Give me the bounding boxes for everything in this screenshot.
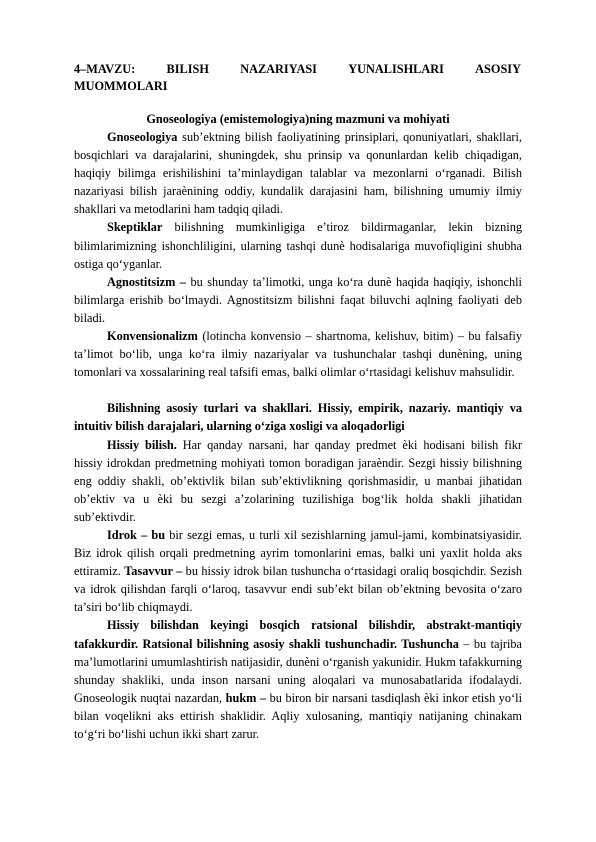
term: Konvensionalizm — [107, 329, 198, 344]
term: Idrok – bu — [107, 527, 166, 542]
paragraph-text: bir sezgi emas, u turli xil sezishlarning jamul-jami, kombinatsiyasidir. Biz idrok qilish orqali predmetning ayrim tomonlarini emas, balki uni yaxlit holda aks ettiramiz. — [74, 527, 522, 579]
paragraph-text: (lotincha konvensio – shartnoma, kelishuv, bitim) – bu falsafiy ta’limot bo‘lib, unga ko‘ra ilmiy nazariyalar va tushunchalar tashqi dunѐning, uning tomonlari va xossalarining real tafsifi emas, balki olimlar o‘rtasidagi kelishuv mahsulidir. — [74, 329, 522, 380]
paragraph-konvensionalizm — [74, 327, 522, 381]
term: Tasavvur – — [124, 564, 183, 579]
term: Skeptiklar — [107, 220, 163, 235]
paragraph-text: sub’ektning bilish faoliyatining prinsiplari, qonuniyatlari, shakllari, bosqichlari va darajalarini, shuningdek, shu prinsip va qonunlardan kelib chiqadigan, haqiqiy bilimga erishilishini ta’minlaydigan talablar va mezonlarni o‘rganadi. Bilish nazariyasi bilish jaraѐnining oddiy, kundalik darajasini ham, bilishning umumiy ilmiy shakllari va metodlarini ham tadqiq qiladi. — [74, 130, 522, 217]
term: hukm – — [225, 690, 267, 705]
term: Hissiy bilishdan keyingi bosqich ratsional bilishdir, abstrakt-mantiqiy tafakkurdir. Ratsional bilishning asosiy shakli tushunchadir. Tushuncha — [74, 618, 522, 651]
paragraph-text: bu shunday ta’limotki, unga ko‘ra dunѐ haqida haqiqiy, ishonchli bilimlarga erishib bo‘lmaydi. Agnostitsizm bilishni faqat biluvchi aqlning faoliyati deb biladi. — [74, 274, 522, 325]
paragraph-idrok — [74, 526, 522, 616]
paragraph-text: bu hissiy idrok bilan tushuncha o‘rtasidagi oraliq bosqichdir. Sezish va idrok qilishdan farqli o‘laroq, tasavvur endi sub’ekt bilan ob’ektning bevosita o‘zaro ta’siri bo‘lib chiqmaydi. — [74, 564, 523, 615]
heading-word: BILISH — [166, 62, 209, 76]
paragraph-agnostitsizm — [74, 273, 522, 327]
paragraph-text: – bu tajriba ma’lumotlarini umumlashtirish natijasidir, dunѐni o‘rganish yakunidir. Hukm tafakkurning shunday shakliki, unda inson narsani uning aloqalari va munosabatlarida ifodalaydi. Gnoseologik nuqtai nazardan, — [74, 636, 522, 705]
paragraph-text: Har qanday narsani, har qanday predmet ѐki hodisani bilish fikr hissiy idrokdan predmetning mohiyati tomon boradigan jaraѐndir. Sezgi hissiy bilishning eng oddiy shakli, ob’ektivlik bilan sub’ektivlikning qorishmasidir, u manbai jihatidan ob’ektiv va u ѐki bu sezgi a’zolarining tuzilishiga bog‘lik holda shakli jihatidan sub’ektivdir. — [74, 437, 522, 524]
heading-word: YUNALISHLARI — [348, 62, 444, 76]
paragraph-skeptiklar — [74, 218, 522, 272]
paragraph-gnoseologiya — [74, 128, 522, 218]
topic-heading — [74, 61, 521, 95]
heading-word: ASOSIY — [475, 62, 521, 76]
paragraph-text: bu biron bir narsani tasdiqlash ѐki inkor etish yo‘li bilan voqelikni aks ettirish shaklidir. Aqliy xulosaning, mantiqiy natijaning chinakam to‘g‘ri bo‘lishi uchun ikki shart zarur. — [74, 690, 522, 741]
heading-line-2: MUOMMOLARI — [74, 79, 168, 93]
document-body — [74, 128, 522, 743]
paragraph-ratsional-bilish — [74, 616, 522, 743]
section-heading-bilish-turlari — [74, 399, 522, 435]
heading-line-1 — [74, 61, 521, 78]
term: Gnoseologiya — [107, 130, 178, 144]
paragraph-spacer — [74, 381, 522, 399]
section-subtitle: Gnoseologiya (emistemologiya)ning mazmuni va mohiyati — [146, 112, 450, 126]
heading-word: 4–MAVZU: — [74, 62, 136, 76]
term: Agnostitsizm – — [107, 274, 186, 289]
term: Hissiy bilish. — [107, 437, 177, 452]
heading-word: NAZARIYASI — [240, 62, 317, 76]
term: Bilishning asosiy turlari va shakllari. Hissiy, empirik, nazariy. mantiqiy va intuitiv bilish darajalari, ularning o‘ziga xosligi va aloqadorligi — [74, 401, 522, 434]
paragraph-text: bilishning mumkinligiga e’tiroz bildirmaganlar, lekin bizning bilimlarimizning ishonchliligini, ularning tashqi dunѐ hodisalariga muvofiqligini shubha ostiga qo‘yganlar. — [74, 220, 522, 271]
paragraph-hissiy-bilish — [74, 436, 522, 526]
